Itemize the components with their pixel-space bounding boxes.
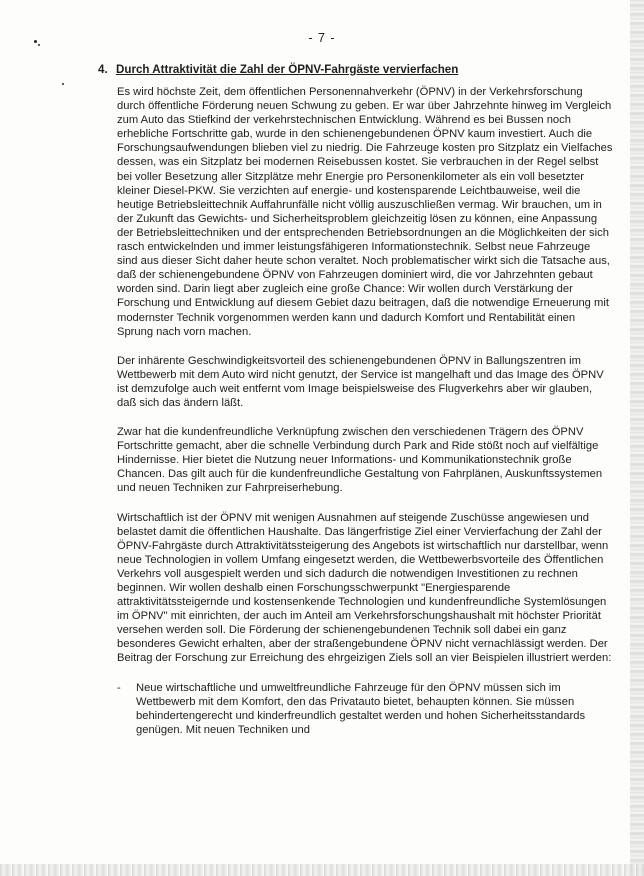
scan-speck bbox=[62, 83, 64, 85]
paragraph: Wirtschaftlich ist der ÖPNV mit wenigen Ausnahmen auf steigende Zuschüsse angewiesen und belastet damit die öffentlichen Haushalte. Das längerfristige Ziel einer Vervierfachung der Zahl der ÖPNV-Fahrgäste durch Attraktivitätssteigerung des Angebots ist wirtschaftlich nur darstellbar, wenn neue Technologien in vollem Umfang eingesetzt werden, die Wettbewerbsvorteile des Öffentlichen Verkehrs voll ausgespielt werden und sich dadurch die notwendigen Investitionen zu rechnen beginnen. Wir wollen deshalb einen Forschungsschwerpunkt "Energiesparende attraktivitätssteigernde und kostensenkende Technologien und kundenfreundliche Systemlösungen im ÖPNV" mit einrichten, der auch im Anteil am Verkehrsforschungshaushalt mit höchster Priorität versehen werden soll. Die Förderung der schienengebundenen Technik soll dabei ein ganz besonderes Gewicht erhalten, aber der straßengebundene ÖPNV nicht vernachlässigt werden. Der Beitrag der Forschung zur Erreichung des ehrgeizigen Ziels soll an vier Beispielen illustriert werden: bbox=[117, 511, 612, 665]
scan-edge-bottom bbox=[0, 864, 644, 876]
paragraph: Zwar hat die kundenfreundliche Verknüpfung zwischen den verschiedenen Trägern des ÖPNV Fortschritte gemacht, aber die schnelle Verbindung durch Park and Ride stößt noch auf vielfältige Hindernisse. Hier bietet die Nutzung neuer Informations- und Kommunikationstechnik große Chancen. Das gilt auch für die kundenfreundliche Gestaltung von Fahrplänen, Auskunftssystemen und neuen Techniken zur Fahrpreiserhebung. bbox=[117, 426, 603, 495]
section-heading bbox=[98, 63, 598, 76]
section-number: 4. bbox=[98, 63, 108, 76]
bullet-text: Neue wirtschaftliche und umweltfreundliche Fahrzeuge für den ÖPNV müssen sich im Wettbewerb mit dem Komfort, den das Privatauto bietet, behaupten können. Sie müssen behindertengerecht und kinderfreundlich gestaltet werden und hohen Sicherheitsstandards genügen. Mit neuen Techniken und bbox=[136, 681, 586, 736]
page-number: - 7 - bbox=[308, 31, 336, 45]
paragraph: Der inhärente Geschwindigkeitsvorteil des schienengebundenen ÖPNV in Ballungszentren im Wettbewerb mit dem Auto wird nicht genutzt, der Service ist mangelhaft und das Image des ÖPNV ist demzufolge auch weit entfernt vom Image beispielsweise des Flugverkehrs aber wir glauben, daß sich das ändern läßt. bbox=[117, 354, 604, 409]
document-body bbox=[117, 85, 613, 737]
bullet-item bbox=[117, 681, 613, 737]
paragraph: Es wird höchste Zeit, dem öffentlichen Personennahverkehr (ÖPNV) in der Verkehrsforschung durch öffentliche Förderung neuen Schwung zu geben. Er war über Jahrzehnte hinweg im Vergleich zum Auto das Stiefkind der verkehrstechnischen Entwicklung. Während es bei Bussen noch erhebliche Fortschritte gab, wurde in den schienengebundenen ÖPNV kaum investiert. Auch die Forschungsaufwendungen blieben viel zu niedrig. Die Fahrzeuge kosten pro Sitzplatz ein Vielfaches dessen, was ein Sitzplatz bei modernen Reisebussen kostet. Sie verbrauchen in der Regel selbst bei voller Besetzung aller Sitzplätze mehr Energie pro Personenkilometer als ein voll besetzter kleiner Diesel-PKW. Sie verzichten auf energie- und kostensparende Leichtbauweise, weil die heutige Betriebsleittechnik Auffahrunfälle nicht völlig auszuschließen vermag. Wir brauchen, um in der Zukunft das Gewichts- und Sicherheitsproblem gleichzeitig lösen zu können, eine Anpassung der Betriebsleittechniken und der entsprechenden Betriebsordnungen an die Möglichkeiten der sich rasch entwickelnden und immer leistungsfähigeren Informationstechnik. Selbst neue Fahrzeuge sind aus dieser Sicht daher heute schon veraltet. Noch problematischer wirkt sich die Tatsache aus, daß der schienengebundene ÖPNV von Fahrzeugen dominiert wird, die vor Jahrzehnten gebaut worden sind. Darin liegt aber zugleich eine große Chance: Wir wollen durch Verstärkung der Forschung und Entwicklung auf diesem Gebiet dazu beitragen, daß die notwendige Erneuerung mit modernster Technik vorgenommen werden kann und dadurch Komfort und Rentabilität einen Sprung nach vorn machen. bbox=[117, 86, 613, 338]
section-title: Durch Attraktivität die Zahl der ÖPNV-Fahrgäste vervierfachen bbox=[116, 63, 459, 76]
scan-edge-right bbox=[630, 0, 644, 876]
bullet-marker: - bbox=[117, 681, 121, 694]
